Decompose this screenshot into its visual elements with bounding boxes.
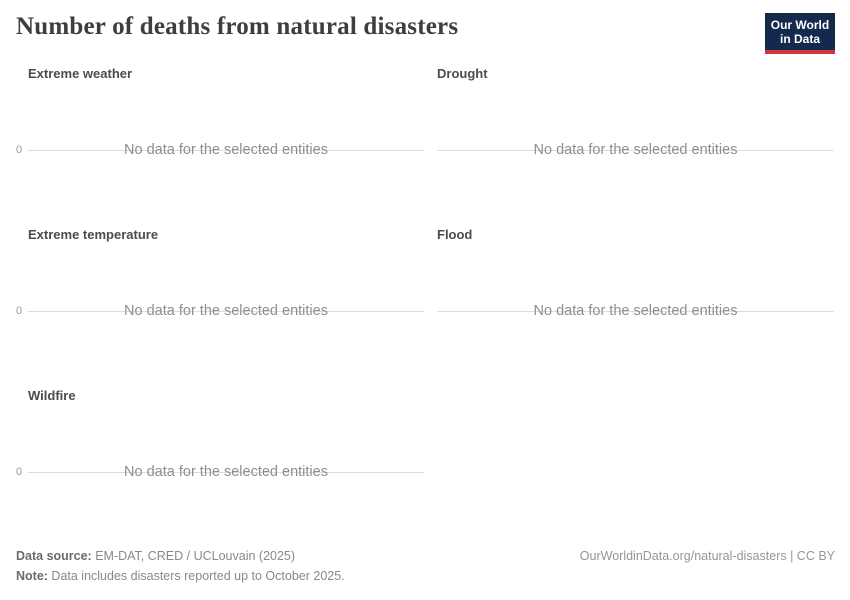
facet-title: Flood [437, 227, 473, 242]
y-axis-tick-label: 0 [16, 144, 23, 156]
y-axis-tick-label: 0 [16, 466, 23, 478]
owid-logo[interactable] [765, 13, 835, 54]
page-title: Number of deaths from natural disasters [16, 13, 459, 40]
facet-extreme-temperature [16, 221, 424, 382]
no-data-message: No data for the selected entities [533, 142, 738, 158]
note-text: Data includes disasters reported up to October 2025. [47, 569, 345, 583]
chart-footer [16, 546, 835, 586]
facet-flood [437, 221, 834, 382]
data-source-line [16, 546, 345, 566]
no-data-message: No data for the selected entities [124, 303, 328, 319]
owid-logo-line1: Our World [770, 18, 830, 32]
no-data-message: No data for the selected entities [533, 303, 738, 319]
no-data-message: No data for the selected entities [124, 464, 328, 480]
facet-title: Extreme weather [28, 66, 133, 81]
facet-drought [437, 60, 834, 221]
facet-extreme-weather [16, 60, 424, 221]
facet-title: Wildfire [28, 388, 76, 403]
y-axis-tick-label: 0 [16, 305, 23, 317]
facet-wildfire [16, 382, 424, 543]
facet-grid [16, 60, 834, 543]
credit-link[interactable]: OurWorldinData.org/natural-disasters | CC BY [579, 549, 835, 563]
footer-left [16, 546, 345, 586]
facet-title: Extreme temperature [28, 227, 159, 242]
note-line [16, 566, 345, 586]
facet-empty-cell [437, 382, 834, 543]
no-data-message: No data for the selected entities [124, 142, 328, 158]
owid-logo-line2: in Data [779, 32, 820, 46]
data-source-text: EM-DAT, CRED / UCLouvain (2025) [91, 549, 296, 563]
note-label: Note: [16, 569, 48, 583]
data-source-label: Data source: [16, 549, 92, 563]
facet-title: Drought [437, 66, 488, 81]
